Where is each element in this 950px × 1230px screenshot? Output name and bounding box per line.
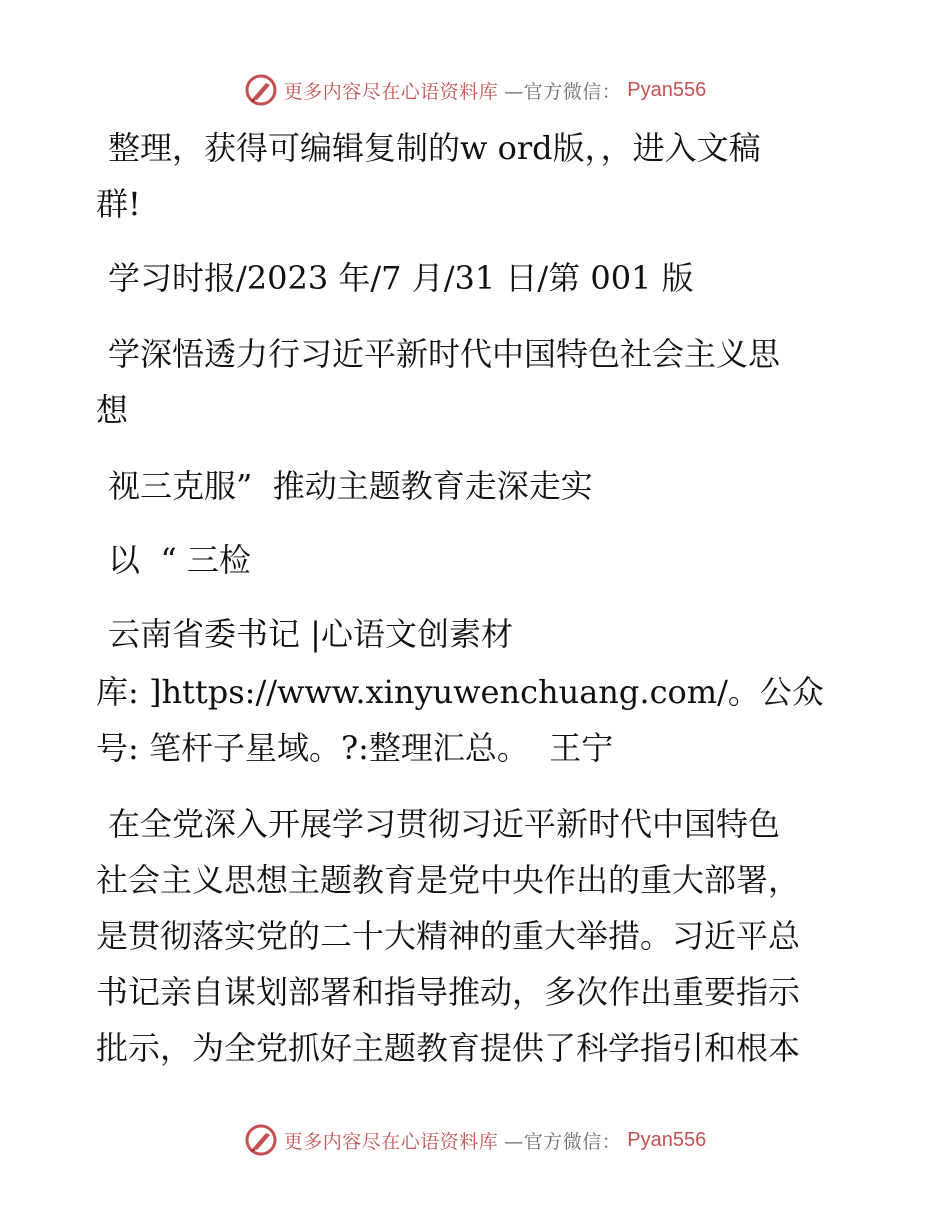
footer-watermark-text: 更多内容尽在心语资料库 — [283, 1130, 499, 1153]
header-watermark-sub: —官方微信： — [504, 80, 622, 103]
header-watermark — [0, 70, 950, 110]
text-line: 整理，获得可编辑复制的w ord版，，进入文稿 — [108, 129, 761, 167]
text-line: 是贯彻落实党的二十大精神的重大举措。习近平总 — [96, 917, 801, 955]
header-watermark-id: Pyan556 — [627, 78, 707, 101]
footer-watermark — [0, 1120, 950, 1160]
text-line: 云南省委书记 |心语文创素材 — [108, 615, 513, 653]
text-line: 想 — [96, 391, 129, 429]
header-watermark-text: 更多内容尽在心语资料库 — [283, 80, 499, 103]
pen-logo-icon — [244, 1123, 278, 1157]
text-line: 学深悟透力行习近平新时代中国特色社会主义思 — [108, 335, 781, 373]
text-line: 库: ]https://www.xinyuwenchuang.com/。公众 — [96, 673, 824, 711]
text-line: 学习时报/2023 年/7 月/31 日/第 001 版 — [108, 259, 694, 297]
footer-watermark-sub: —官方微信： — [504, 1130, 622, 1153]
text-line: 批示，为全党抓好主题教育提供了科学指引和根本 — [96, 1029, 801, 1067]
text-line: 在全党深入开展学习贯彻习近平新时代中国特色 — [108, 805, 781, 843]
text-line: 书记亲自谋划部署和指导推动，多次作出重要指示 — [96, 973, 801, 1011]
text-line: 视三克服” 推动主题教育走深走实 — [108, 467, 593, 505]
text-line: 以 “ 三检 — [108, 541, 251, 579]
text-line: 社会主义思想主题教育是党中央作出的重大部署， — [96, 861, 801, 899]
text-line: 群! — [96, 185, 141, 223]
text-line: 号: 笔杆子星域。?:整理汇总。 王宁 — [96, 729, 614, 767]
footer-watermark-id: Pyan556 — [627, 1128, 707, 1151]
pen-logo-icon — [244, 73, 278, 107]
